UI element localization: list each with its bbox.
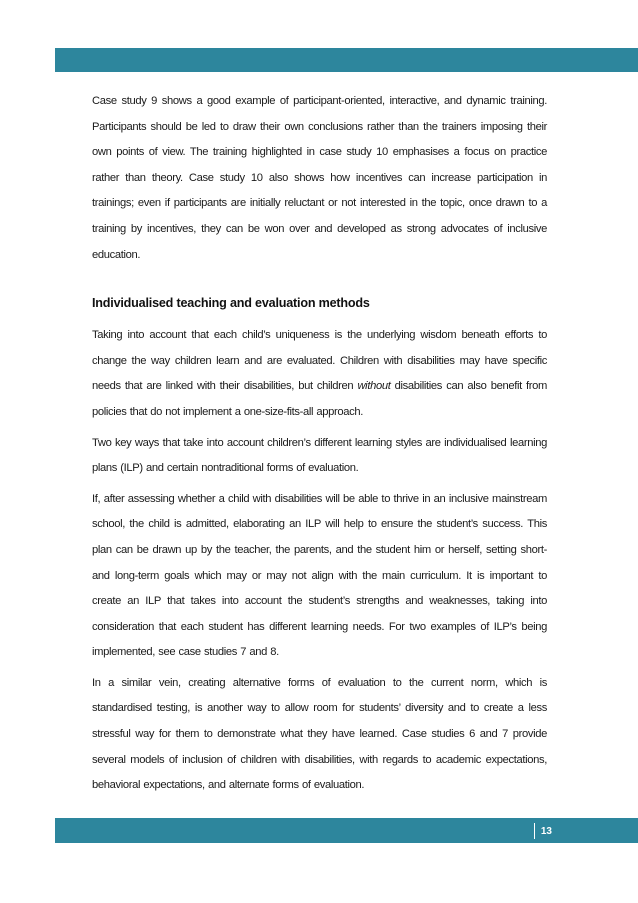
- page-number-divider: [534, 823, 535, 839]
- header-band: [55, 48, 638, 72]
- section-heading-wrapper: [92, 292, 547, 314]
- page-content: [92, 89, 547, 799]
- paragraph-case-study-training: Case study 9 shows a good example of participant-oriented, interactive, and dynamic training. Participants should be led to draw their own conclusions rather than the trainers imposing their own points of view. The training highlighted in case study 10 emphasises a focus on practice rather than theory. Case study 10 also shows how incentives can increase participation in trainings; even if participants are initially reluctant or not interested in the topic, once drawn to a training by incentives, they can be won over and developed as strong advocates of inclusive education.: [92, 95, 547, 261]
- paragraph-ilp: If, after assessing whether a child with disabilities will be able to thrive in an inclusive mainstream school, the child is admitted, elaborating an ILP will help to ensure the student’s success. This plan can be drawn up by the teacher, the parents, and the student him or herself, setting short- and long-term goals which may or may not align with the main curriculum. It is important to create an ILP that takes into account the student’s strengths and weaknesses, taking into consideration that each student has different learning needs. For two examples of ILP’s being implemented, see case studies 7 and 8.: [92, 492, 547, 659]
- page-number-block: [534, 822, 552, 840]
- paragraph-uniqueness-emphasis: without: [357, 380, 391, 393]
- paragraph-uniqueness: [92, 323, 547, 425]
- paragraph-evaluation: In a similar vein, creating alternative forms of evaluation to the current norm, which is standardised testing, is another way to allow room for students’ diversity and to create a less stressful way for them to demonstrate what they have learned. Case studies 6 and 7 provide several models of inclusion of children with disabilities, with regards to academic expectations, behavioral expectations, and alternate forms of evaluation.: [92, 676, 547, 792]
- page-number: 13: [540, 825, 552, 837]
- section-heading: Individualised teaching and evaluation methods: [92, 296, 370, 311]
- paragraph-learning-styles: Two key ways that take into account children’s different learning styles are individualised learning plans (ILP) and certain nontraditional forms of evaluation.: [92, 436, 547, 475]
- paragraph-uniqueness-part2: disabilities can also benefit from policies that do not implement a one-size-fits-all approach.: [92, 380, 548, 418]
- paragraph-uniqueness-part1: Taking into account that each child’s uniqueness is the underlying wisdom beneath efforts to change the way children learn and are evaluated. Children with disabilities may have specific needs that are linked with their disabilities, but children: [92, 329, 547, 393]
